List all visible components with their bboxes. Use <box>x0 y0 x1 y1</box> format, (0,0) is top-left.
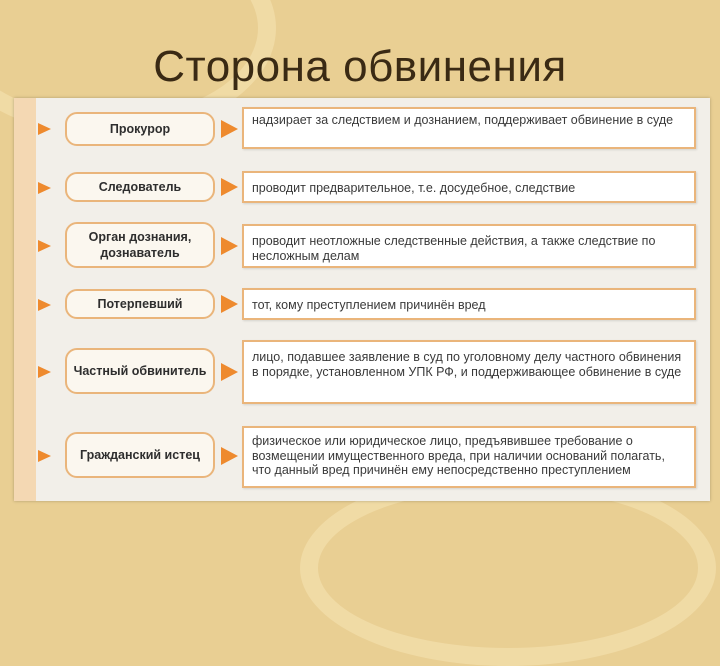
arrow-icon <box>221 178 238 196</box>
role-label: Прокурор <box>65 112 215 146</box>
slide-title: Сторона обвинения <box>153 42 567 91</box>
arrow-icon <box>221 237 238 255</box>
role-description: проводит неотложные следственные действия, а также следствие по несложным делам <box>242 224 696 268</box>
arrow-icon <box>38 450 51 462</box>
role-label: Следователь <box>65 172 215 202</box>
arrow-icon <box>38 182 51 194</box>
arrow-icon <box>38 366 51 378</box>
left-bar <box>14 98 36 501</box>
arrow-icon <box>221 447 238 465</box>
arrow-icon <box>38 123 51 135</box>
role-label: Частный обвинитель <box>65 348 215 394</box>
role-label: Потерпевший <box>65 289 215 319</box>
arrow-icon <box>221 120 238 138</box>
role-label: Орган дознания, дознаватель <box>65 222 215 268</box>
arrow-icon <box>38 299 51 311</box>
arrow-icon <box>221 295 238 313</box>
arrow-icon <box>221 363 238 381</box>
diagram-panel <box>14 98 710 501</box>
role-description: физическое или юридическое лицо, предъявившее требование о возмещении имущественного вреда, при наличии оснований полагать, что данный вред причинён ему непосредственно преступлением <box>242 426 696 488</box>
role-description: надзирает за следствием и дознанием, поддерживает обвинение в суде <box>242 107 696 149</box>
role-label: Гражданский истец <box>65 432 215 478</box>
role-description: лицо, подавшее заявление в суд по уголовному делу частного обвинения в порядке, установленном УПК РФ, и поддерживающее обвинение в суде <box>242 340 696 404</box>
role-description: проводит предварительное, т.е. досудебное, следствие <box>242 171 696 203</box>
arrow-icon <box>38 240 51 252</box>
role-description: тот, кому преступлением причинён вред <box>242 288 696 320</box>
